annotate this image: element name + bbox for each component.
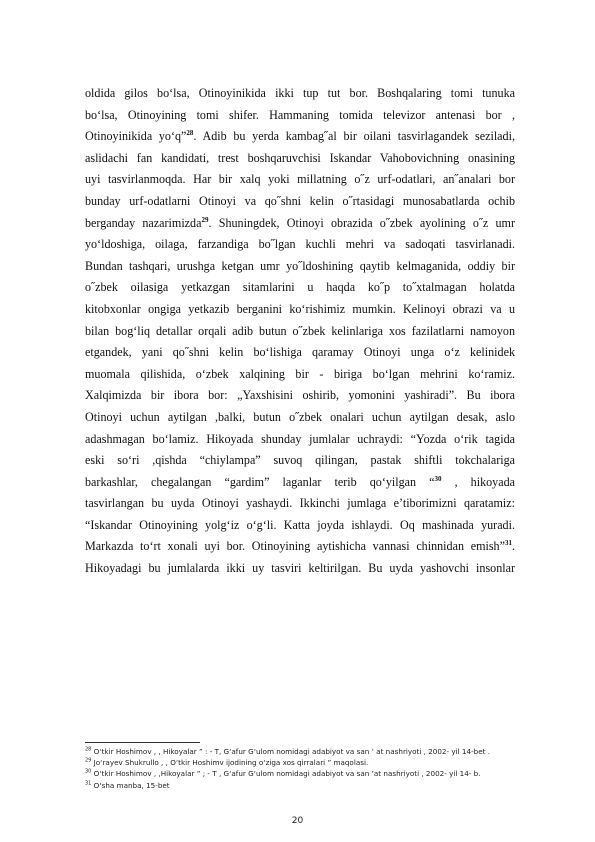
text-line: berganday nazarimizda$^{29}$. Shuningdek, Otinoyi obrazida o˝zbek ayolining o˝z umr (85, 215, 515, 230)
text-line: Otinoyi uchun aytilgan ,balki, butun o˝zbek onalari uchun aytilgan desak, aslo (85, 409, 515, 424)
text-line: yo‘ldoshiga, oilaga, farzandiga bo˝lgan kuchli mehri va sadoqati tasvirlanadi. (85, 237, 515, 252)
text-line: “Iskandar Otinoyining yolg‘iz o‘g‘li. Katta joyda ishlaydi. Oq mashinada yuradi. (85, 517, 515, 532)
text-line: Hikoyadagi bu jumlalarda ikki uy tasviri keltirilgan. Bu uyda yashovchi insonlar (85, 561, 515, 576)
footnotes (85, 746, 525, 791)
text-line: muomala qilishida, o‘zbek xalqining bir - biriga bo‘lgan mehrini ko‘ramiz. (85, 366, 515, 381)
text-line: adashmagan bo‘lamiz. Hikoyada shunday jumlalar uchraydi: “Yozda o‘rik tagida (85, 431, 515, 446)
footnote-ref-31[interactable]: 31 (504, 539, 512, 548)
text-line: kitobxonlar ongiga yetkazib berganini ko‘rishimiz mumkin. Kelinoyi obrazi va u (85, 301, 515, 316)
text-line: bo‘lsa, Otinoyining tomi shifer. Hammaning tomida televizor antenasi bor , (85, 107, 515, 122)
text-line: Markazda to‘rt xonali uyi bor. Otinoyining aytishicha vannasi chinnidan emish”$^{31}$. (85, 539, 515, 554)
text-line: bilan bog‘liq detallar orqali adib butun o˝zbek kelinlariga xos fazilatlarni namoyon (85, 323, 515, 338)
footnote-28: $^{28}$ O‘tkir Hoshimov , , Hikoyalar ” : - T, G‘afur G‘ulom nomidagi adabiyot va san ’ at nashriyoti , 2002- yil 14-bet . (85, 746, 491, 756)
text-line: etgandek, yani qo˝shni kelin bo‘lishiga qaramay Otinoyi unga o‘z kelinidek (85, 345, 515, 360)
text-line: eski so‘ri ,qishda “chiylampa” suvoq qilingan, pastak shiftli tokchalariga (85, 453, 515, 468)
text-line: aslidachi fan kandidati, trest boshqaruvchisi Iskandar Vahobovichning onasining (85, 150, 515, 165)
text-line: bunday urf-odatlarni Otinoyi va qo˝shni kelin o˝rtasidagi munosabatlarda ochib (85, 193, 515, 208)
footnote-29: $^{29}$ Jo‘rayev Shukrullo , , O‘tkir Hoshimv ijodining o‘ziga xos qirralari ” maqolasi. (85, 757, 369, 768)
page-number: 20 (291, 816, 304, 826)
text-line: Xalqimizda bir ibora bor: „Yaxshisini oshirib, yomonini yashiradi”. Bu ibora (85, 388, 515, 403)
text-line: o˝zbek oilasiga yetkazgan sitamlarini u haqda ko˝p to˝xtalmagan holatda (85, 280, 515, 295)
text-line: tasvirlangan bu uyda Otinoyi yashaydi. Ikkinchi jumlaga e’tiborimizni qaratamiz: (85, 496, 515, 511)
footnote-ref-28[interactable]: 28 (186, 129, 194, 138)
main-paragraph (85, 83, 515, 580)
text-line: barkashlar, chegalangan “gardim” laganlar terib qo‘yilgan “$^{30}$ , hikoyada (85, 474, 515, 489)
text-line: uyi tasvirlanmoqda. Har bir xalq yoki millatning o˝z urf-odatlari, an˝analari bor (85, 172, 515, 187)
text-line: Otinoyinikida yo‘q”$^{28}$. Adib bu yerda kambag˝al bir oilani tasvirlagandek seziladi, (85, 129, 515, 144)
footnote-ref-29[interactable]: 29 (201, 215, 209, 224)
text-line: oldida gilos bo‘lsa, Otinoyinikida ikki tup tut bor. Boshqalaring tomi tunuka (85, 86, 515, 100)
document-body (85, 83, 515, 580)
footnote-31: $^{31}$ O‘sha manba, 15-bet (85, 780, 170, 790)
footnote-30: $^{30}$ O‘tkir Hoshimov , ,Hikoyalar ” ; - T , G‘afur G‘ulom nomidagi adabiyot va san ’at nashriyoti , 2002- yil 14- b. (85, 769, 481, 779)
footnote-divider (85, 742, 200, 743)
footnote-ref-30[interactable]: 30 (434, 474, 442, 483)
text-line: Bundan tashqari, urushga ketgan umr yo˝ldoshining qaytib kelmaganida, oddiy bir (85, 258, 515, 273)
